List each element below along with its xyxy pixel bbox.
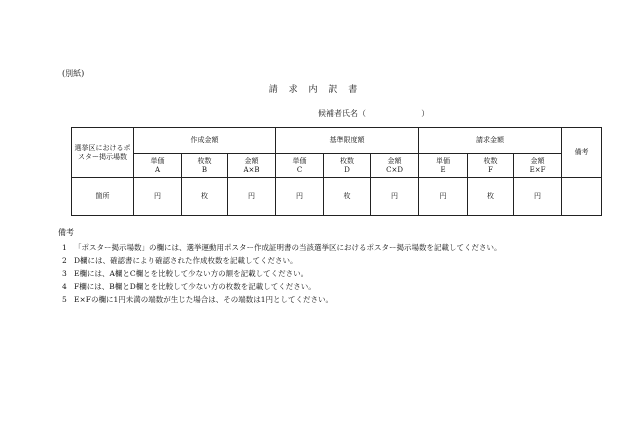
subheader-d: 枚数 D bbox=[324, 154, 371, 178]
subheader-axb: 金額 A×B bbox=[228, 154, 276, 178]
unit-cell-a: 円 bbox=[134, 178, 182, 216]
group-header-claim-amount: 請求金額 bbox=[419, 128, 562, 154]
unit-cell-locations: 箇所 bbox=[72, 178, 134, 216]
unit-cell-e: 円 bbox=[419, 178, 468, 216]
subheader-b: 枚数 B bbox=[182, 154, 228, 178]
remarks-column-header: 備考 bbox=[562, 128, 602, 178]
unit-cell-axb: 円 bbox=[228, 178, 276, 216]
unit-cell-b: 枚 bbox=[182, 178, 228, 216]
candidate-name-label: 候補者氏名（ ） bbox=[318, 109, 430, 118]
remark-item: 1 「ポスター掲示場数」の欄には、選挙運動用ポスター作成証明書の当該選挙区におけるポスター掲示場数を記載してください。 bbox=[62, 243, 502, 252]
unit-cell-exf: 円 bbox=[514, 178, 562, 216]
remark-item: 2 D欄には、確認書により確認された作成枚数を記載してください。 bbox=[62, 256, 298, 265]
document-title: 請 求 内 訳 書 bbox=[268, 85, 362, 95]
remark-item: 5 E×Fの欄に1円未満の端数が生じた場合は、その端数は1円としてください。 bbox=[62, 295, 334, 304]
statement-table bbox=[71, 127, 602, 216]
subheader-c: 単価 C bbox=[276, 154, 324, 178]
subheader-f: 枚数 F bbox=[468, 154, 514, 178]
subheader-exf: 金額 E×F bbox=[514, 154, 562, 178]
subheader-a: 単価 A bbox=[134, 154, 182, 178]
remark-item: 3 E欄には、A欄とC欄とを比較して少ない方の額を記載してください。 bbox=[62, 269, 309, 278]
unit-cell-f: 枚 bbox=[468, 178, 514, 216]
remarks-cell bbox=[562, 178, 602, 216]
remarks-list bbox=[62, 241, 502, 306]
district-poster-count-header: 選挙区におけるポスター掲示場数 bbox=[72, 128, 134, 178]
unit-cell-cxd: 円 bbox=[371, 178, 419, 216]
group-header-limit-amount: 基準限度額 bbox=[276, 128, 419, 154]
unit-cell-d: 枚 bbox=[324, 178, 371, 216]
attachment-label: (別紙) bbox=[62, 69, 85, 78]
group-header-production-amount: 作成金額 bbox=[134, 128, 276, 154]
subheader-cxd: 金額 C×D bbox=[371, 154, 419, 178]
remark-item: 4 F欄には、B欄とD欄とを比較して少ない方の枚数を記載してください。 bbox=[62, 282, 316, 291]
unit-cell-c: 円 bbox=[276, 178, 324, 216]
remarks-title: 備考 bbox=[58, 228, 74, 237]
subheader-e: 単価 E bbox=[419, 154, 468, 178]
